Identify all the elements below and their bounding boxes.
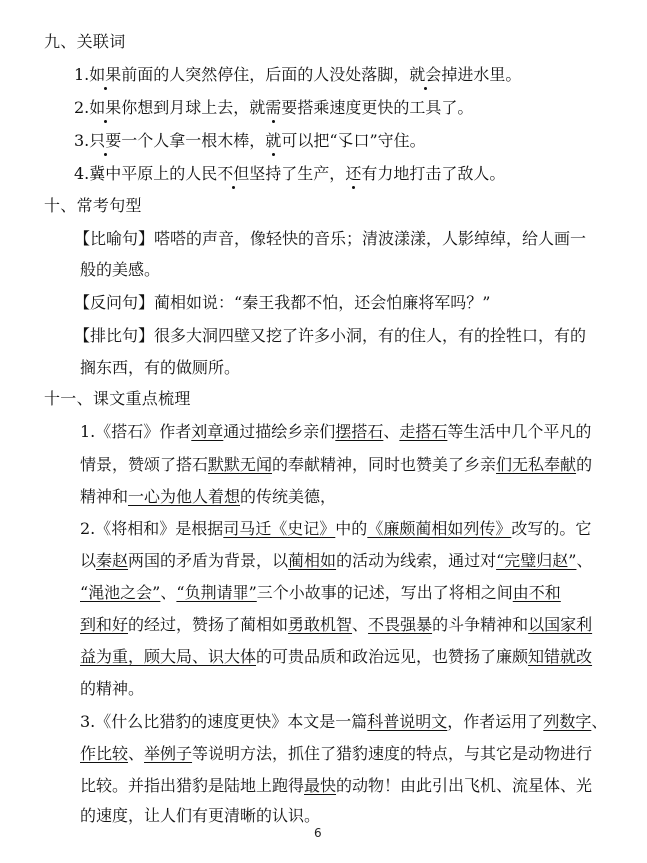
text: 中的 [335, 519, 368, 538]
sentence-text: 嗒嗒的声音，像轻快的音乐；清波漾漾，人影绰绰，给人画一 [154, 229, 587, 248]
text: 等生活中几个平凡的 [447, 422, 592, 441]
sentence-text: 蔺相如说：“秦王我都不怕，还会怕廉将军吗？” [154, 293, 491, 312]
metaphor-sentence [74, 229, 586, 249]
summary-item-2-line-3 [80, 583, 561, 603]
text: 、 [160, 583, 177, 602]
summary-item-3-line-2 [80, 744, 592, 764]
text: ，作者运用了 [447, 712, 544, 731]
text: 、 [128, 744, 145, 763]
underlined-key-term: “完璧归赵” [496, 551, 577, 570]
underlined-key-term: “渑池之会” [80, 583, 161, 602]
conjunction-sentence-3 [74, 131, 426, 151]
underlined-key-term: 秦赵 [96, 551, 129, 570]
summary-item-2-line-4 [80, 615, 592, 635]
text: 的速度，让人们有更清晰的认识。 [80, 806, 321, 825]
underlined-key-term: 蔺相如 [288, 551, 337, 570]
section-heading-sentence-types [44, 196, 142, 216]
summary-item-3-line-3 [80, 776, 592, 796]
item-number: 1. [74, 65, 90, 84]
underlined-key-term: 一心为他人着想 [128, 487, 241, 506]
dotted-word: 就需要 [249, 98, 298, 117]
dotted-word: 就 [265, 131, 282, 150]
item-number: 2. [74, 98, 90, 117]
underlined-key-term: 由不和 [512, 583, 561, 602]
section-title: 九、关联词 [44, 32, 126, 51]
section-heading-conjunctions [44, 32, 126, 52]
underlined-key-term: 默默无闻 [208, 455, 273, 474]
sentence-text: 冀中平原上的人民 [89, 164, 218, 183]
summary-item-2-line-1 [80, 519, 591, 539]
section-title: 十、常考句型 [44, 196, 142, 215]
text: 、 [352, 615, 369, 634]
text: 、 [591, 712, 608, 731]
sentence-text: 搁东西，有的做厕所。 [80, 358, 241, 377]
text: 精神和 [80, 487, 129, 506]
sentence-text: 有力地打击了敌人。 [361, 164, 506, 183]
conjunction-sentence-2 [74, 98, 473, 118]
summary-item-2-line-2 [80, 551, 592, 571]
section-title: 十一、课文重点梳理 [44, 389, 191, 408]
underlined-key-term: “负荆请罪” [176, 583, 257, 602]
sentence-text: 一个人拿一根木棒， [121, 131, 266, 150]
underlined-key-term: 勇敢机智 [288, 615, 353, 634]
metaphor-sentence-continued [80, 260, 160, 280]
sentence-text: 搭乘速度更快的工具了。 [297, 98, 474, 117]
sentence-type-label: 【排比句】 [74, 326, 155, 345]
dotted-word: 如果 [89, 98, 122, 117]
parallelism-sentence-continued [80, 358, 240, 378]
text: 两国的矛盾为背景，以 [128, 551, 289, 570]
dotted-word: 如果 [89, 65, 122, 84]
text: 等说明方法，抓住了猎豹速度的特点，与其它是动物进行 [192, 744, 593, 763]
parallelism-sentence [74, 326, 586, 346]
underlined-key-term: 们无私奉献 [496, 455, 577, 474]
text: 改写的。它 [511, 519, 592, 538]
item-number: 4. [74, 164, 90, 183]
text: 的精神。 [80, 679, 145, 698]
summary-item-1-line-3 [80, 487, 336, 507]
section-heading-text-summary [44, 389, 191, 409]
underlined-key-term: 知错就改 [528, 647, 593, 666]
underlined-key-term: 刘章 [191, 422, 224, 441]
underlined-key-term: 不畏强暴 [368, 615, 433, 634]
underlined-key-term: 以国家利 [528, 615, 593, 634]
item-number: 3. [74, 131, 90, 150]
summary-item-1-line-2 [80, 455, 592, 475]
text: 的 [576, 455, 593, 474]
underlined-key-term: 益为重，顾大局、识大体 [80, 647, 257, 666]
underlined-key-term: 举例子 [144, 744, 193, 763]
text: 、 [576, 551, 593, 570]
sentence-text: 般的美感。 [80, 260, 161, 279]
sentence-text: 坚持了生产， [249, 164, 346, 183]
text: 、 [383, 422, 400, 441]
text: 2.《将相和》是根据 [80, 519, 224, 538]
underlined-key-term: 到和好 [80, 615, 129, 634]
conjunction-sentence-4 [74, 164, 505, 184]
text: 情景，赞颂了搭石 [80, 455, 209, 474]
summary-item-2-line-5 [80, 647, 592, 667]
summary-item-3-line-4 [80, 806, 320, 826]
sentence-text: 很多大洞四壁又挖了许多小洞，有的住人，有的拴牲口，有的 [154, 326, 587, 345]
sentence-type-label: 【反问句】 [74, 293, 155, 312]
text: 以 [80, 551, 97, 570]
text: 的奉献精神，同时也赞美了乡亲 [272, 455, 497, 474]
underlined-key-term: 最快 [304, 776, 337, 795]
text: 的传统美德， [240, 487, 337, 506]
dotted-word: 不但 [217, 164, 250, 183]
dotted-word: 只要 [89, 131, 122, 150]
underlined-key-term: 《廉颇蔺相如列传》 [367, 519, 512, 538]
summary-item-1-line-1 [80, 422, 591, 442]
sentence-text: 前面的人突然停住，后面的人没处落脚， [121, 65, 410, 84]
rhetorical-question-sentence [74, 293, 490, 313]
conjunction-sentence-1 [74, 65, 521, 85]
sentence-text: 掉进水里。 [441, 65, 522, 84]
summary-item-2-line-6 [80, 679, 144, 699]
text: 的动物！由此引出飞机、流星体、光 [336, 776, 593, 795]
dotted-word: 还 [345, 164, 362, 183]
text: 通过描绘乡亲们 [223, 422, 336, 441]
sentence-text: 你想到月球上去， [121, 98, 250, 117]
page-number: 6 [314, 826, 322, 840]
text: 三个小故事的记述，写出了将相之间 [256, 583, 513, 602]
underlined-key-term: 科普说明文 [367, 712, 448, 731]
text: 1.《搭石》作者 [80, 422, 192, 441]
underlined-key-term: 作比较 [80, 744, 129, 763]
text: 3.《什么比猎豹的速度更快》本文是一篇 [80, 712, 368, 731]
text: 的可贵品质和政治远见，也赞扬了廉颇 [256, 647, 529, 666]
underlined-key-term: 摆搭石 [335, 422, 384, 441]
summary-item-3-line-1 [80, 712, 607, 732]
underlined-key-term: 走搭石 [399, 422, 448, 441]
underlined-key-term: 司马迁《史记》 [223, 519, 336, 538]
text: 比较。并指出猎豹是陆地上跑得 [80, 776, 305, 795]
sentence-type-label: 【比喻句】 [74, 229, 155, 248]
text: 的斗争精神和 [432, 615, 529, 634]
text: 的活动为线索，通过对 [336, 551, 497, 570]
sentence-text: 可以把“孓口”守住。 [281, 131, 426, 150]
dotted-word: 就会 [409, 65, 442, 84]
text: 的经过，赞扬了蔺相如 [128, 615, 289, 634]
underlined-key-term: 列数字 [543, 712, 592, 731]
